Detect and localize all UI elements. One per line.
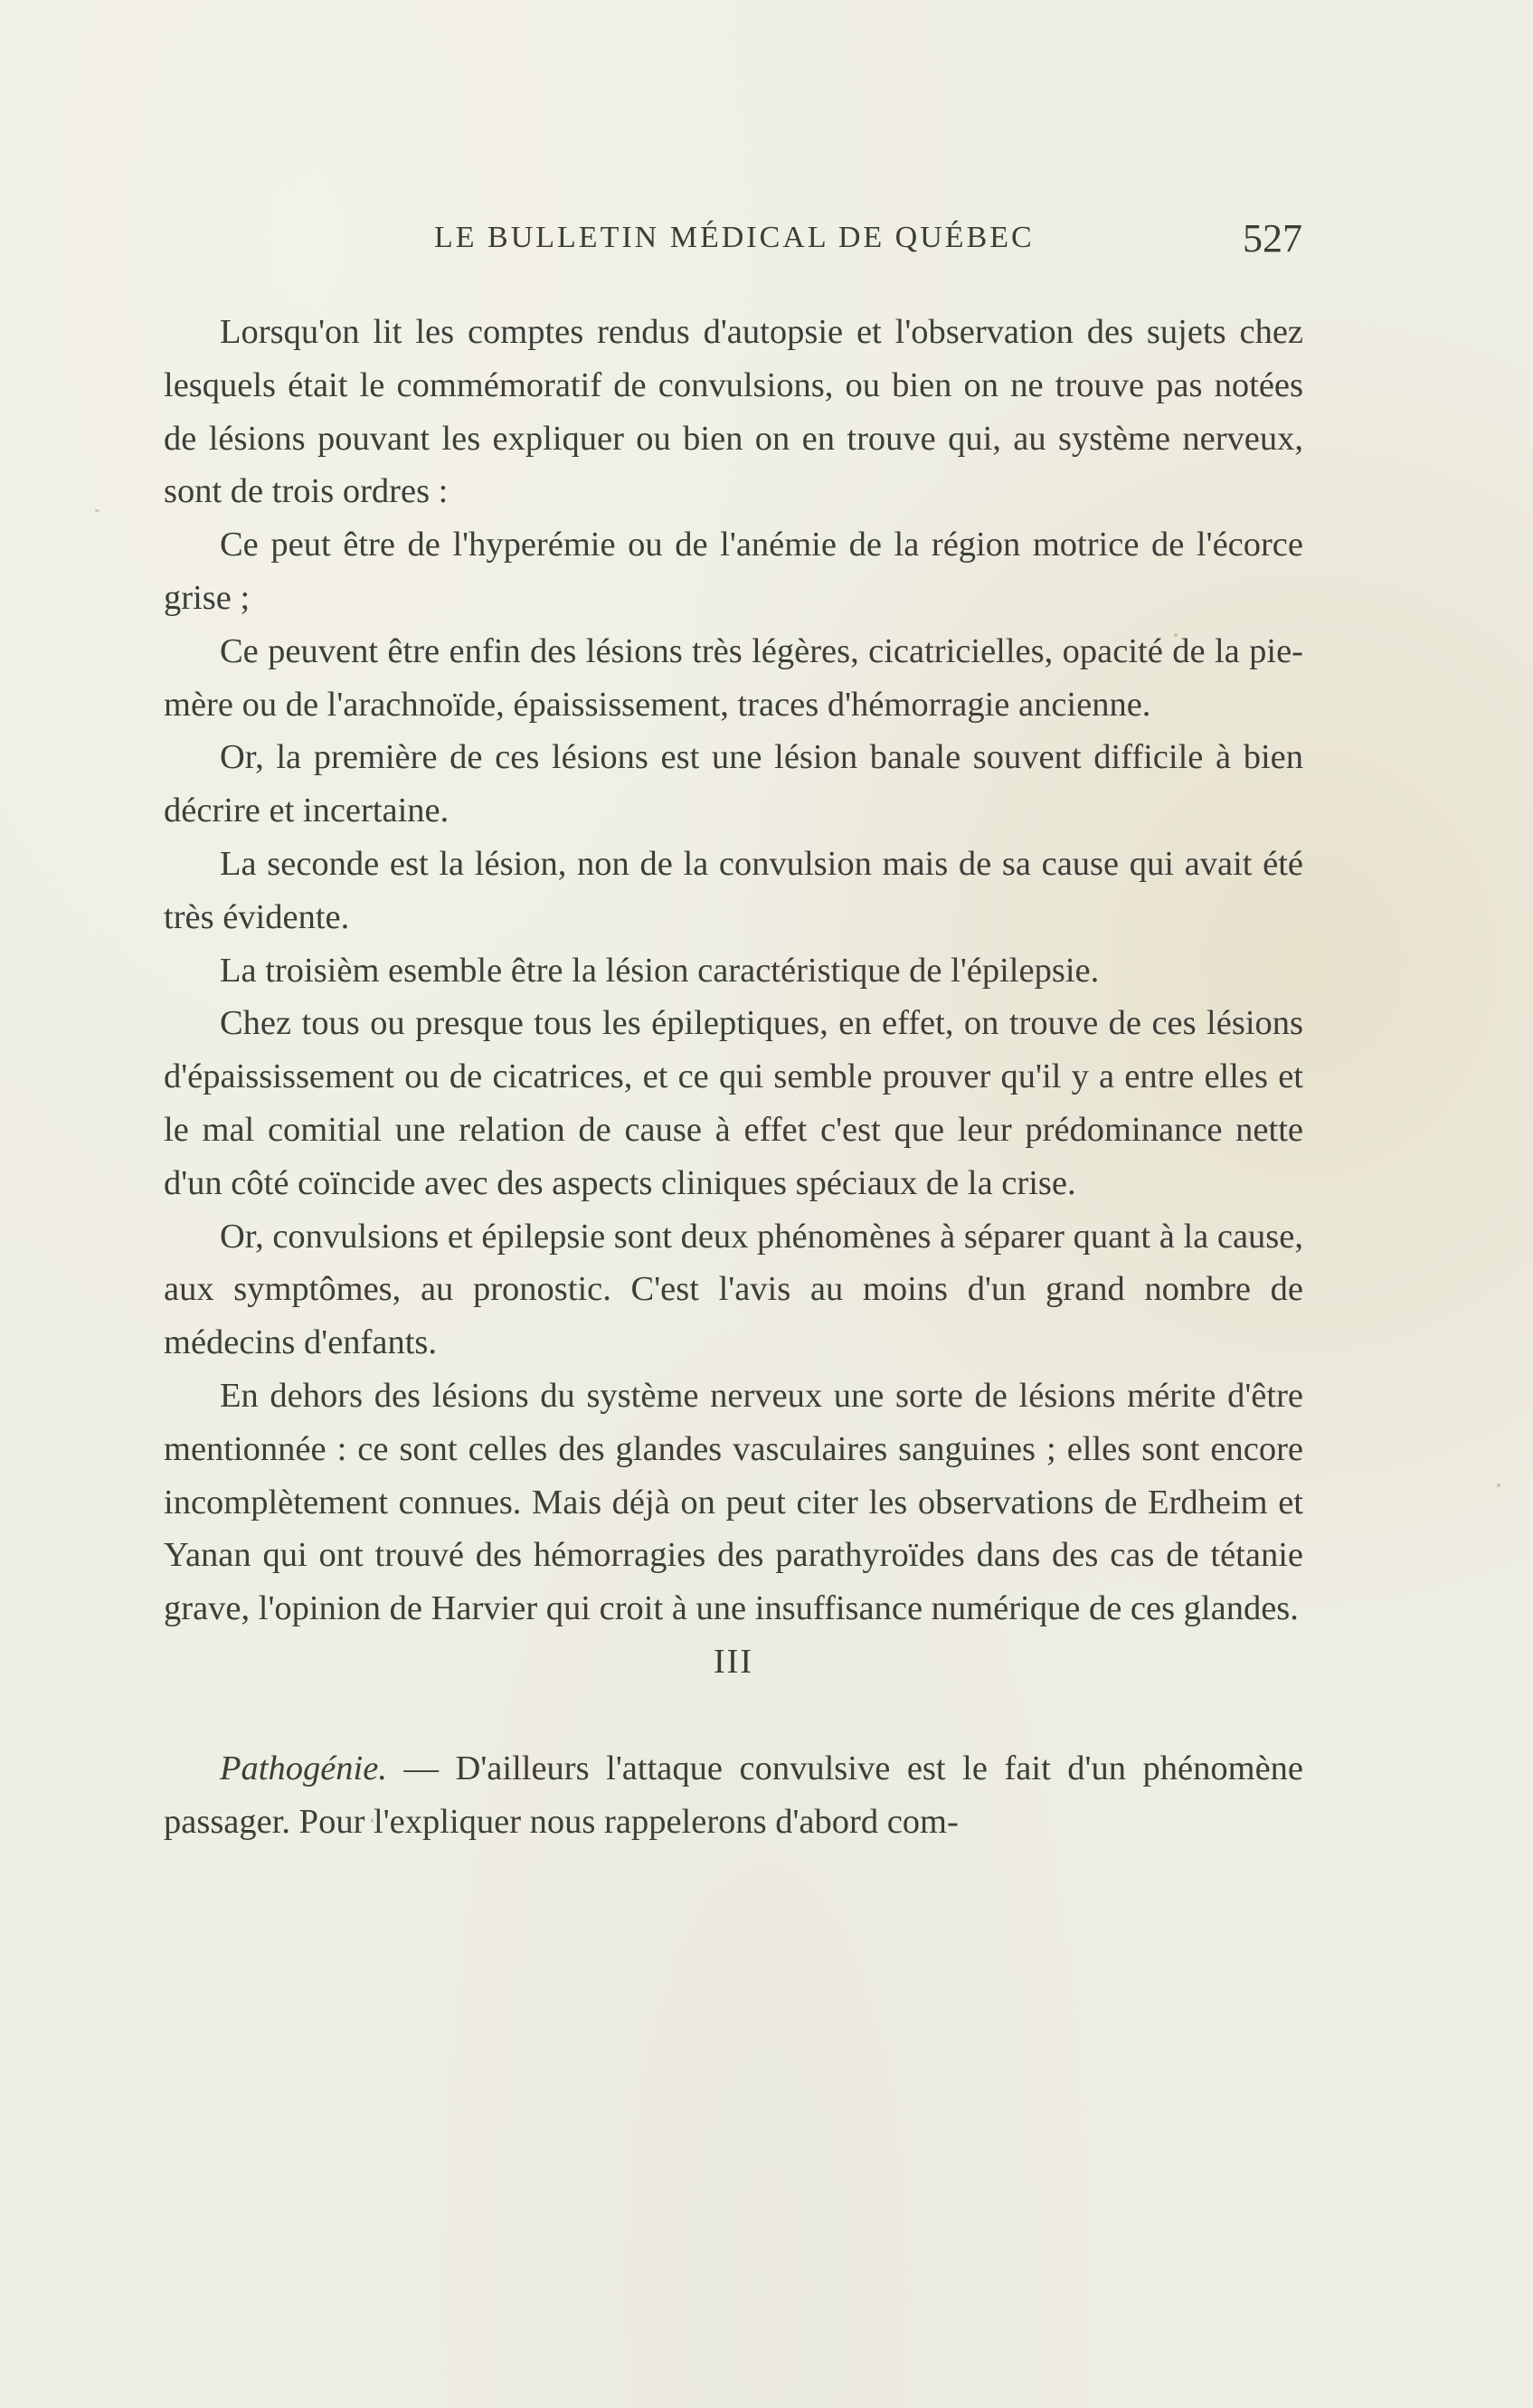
running-head — [163, 215, 1302, 270]
paper-speck — [371, 1818, 374, 1823]
page-number: 527 — [1243, 216, 1302, 261]
paragraph: Chez tous ou presque tous les épileptiques, en effet, on trouve de ces lésions d'épaississement ou de cicatrices, et ce qui semble prouver qu'il y a entre elles et le mal comitial une relation de cause à effet c'est que leur prédominance nette d'un côté coïncide avec des aspects cliniques spéciaux de la crise. — [164, 1004, 1303, 1202]
paragraph: Ce peuvent être enfin des lésions très légères, cicatricielles, opacité de la pie-mère ou de l'arachnoïde, épaississement, traces d'hémorragie ancienne. — [164, 631, 1303, 724]
paragraph: Or, convulsions et épilepsie sont deux phénomènes à séparer quant à la cause, aux symptômes, au pronostic. C'est l'avis au moins d'un grand nombre de médecins d'enfants. — [164, 1217, 1303, 1362]
paragraph: La seconde est la lésion, non de la convulsion mais de sa cause qui avait été très évidente. — [164, 844, 1303, 936]
paper-speck — [1497, 1484, 1500, 1487]
paragraph: Ce peut être de l'hyperémie ou de l'anémie de la région motrice de l'écorce grise ; — [164, 526, 1303, 617]
body-text — [164, 306, 1303, 1849]
paragraph: Or, la première de ces lésions est une lésion banale souvent difficile à bien décrire et incertaine. — [164, 738, 1303, 830]
paper-speck — [95, 509, 99, 512]
paper-speck — [1174, 633, 1178, 637]
paragraph: En dehors des lésions du système nerveux une sorte de lésions mérite d'être mentionnée : ce sont celles des glandes vasculaires sanguines ; elles sont encore incomplètement connues. Mais déjà on peut citer les observations de Erdheim et Yanan qui ont trouvé des hémorragies des parathyroïdes dans des cas de tétanie grave, l'opinion de Harvier qui croit à une insuffisance numérique de ces glandes. — [164, 1376, 1303, 1628]
section-runin-title: Pathogénie. — [220, 1749, 387, 1787]
running-title: LE BULLETIN MÉDICAL DE QUÉBEC — [434, 221, 1035, 254]
section-heading: III — [714, 1642, 753, 1681]
section-runin-text: — D'ailleurs l'attaque convulsive est le fait d'un phénomène passager. Pour l'expliquer nous rappelerons d'abord com- — [164, 1749, 1303, 1841]
paragraph: Lorsqu'on lit les comptes rendus d'autopsie et l'observation des sujets chez lesquels était le commémoratif de convulsions, ou bien on ne trouve pas notées de lésions pouvant les expliquer ou bien on en trouve qui, au système nerveux, sont de trois ordres : — [164, 313, 1303, 511]
paragraph: La troisièm esemble être la lésion caractéristique de l'épilepsie. — [220, 951, 1100, 990]
section-paragraph — [164, 1742, 1303, 1849]
